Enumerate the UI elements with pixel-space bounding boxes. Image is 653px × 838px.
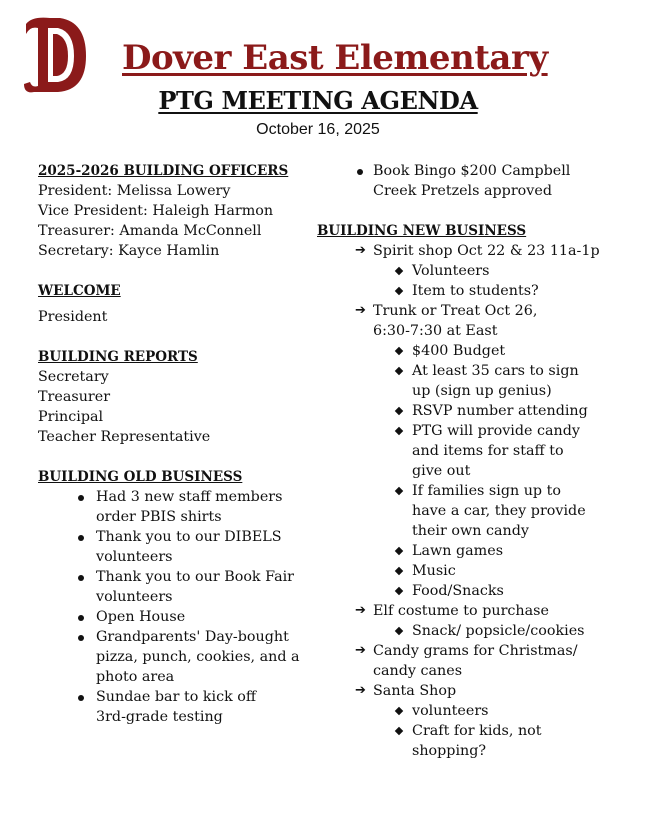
report-line: Secretary	[38, 369, 109, 385]
list-item: Music	[317, 561, 617, 581]
officer-line: President: Melissa Lowery	[38, 183, 231, 199]
list-item: Food/Snacks	[317, 581, 617, 601]
list-item: Grandparents' Day-bought pizza, punch, cookies, and a photo area	[38, 627, 300, 687]
list-item: At least 35 cars to sign up (sign up genius)	[317, 361, 617, 401]
arrow-icon: ➔	[355, 643, 366, 658]
diamond-bullet-icon	[395, 587, 403, 595]
diamond-bullet-icon	[395, 347, 403, 355]
list-item: ➔ Elf costume to purchase	[355, 603, 549, 619]
reports-heading: BUILDING REPORTS	[38, 349, 198, 365]
diamond-bullet-icon	[395, 487, 403, 495]
list-item: If families sign up to have a car, they provide their own candy	[317, 481, 617, 541]
report-line: Treasurer	[38, 389, 111, 405]
new-business-heading: BUILDING NEW BUSINESS	[317, 223, 527, 239]
list-item: Had 3 new staff members order PBIS shirts	[38, 487, 300, 527]
sub-list	[317, 621, 617, 641]
diamond-bullet-icon	[395, 627, 403, 635]
list-item: Sundae bar to kick off 3rd-grade testing	[38, 687, 300, 727]
old-business-list	[38, 487, 300, 727]
right-column	[317, 161, 617, 761]
old-business-heading: BUILDING OLD BUSINESS	[38, 469, 243, 485]
report-line: Principal	[38, 409, 104, 425]
diamond-bullet-icon	[395, 267, 403, 275]
officer-line: Secretary: Kayce Hamlin	[38, 243, 220, 259]
diamond-bullet-icon	[395, 567, 403, 575]
diamond-bullet-icon	[395, 707, 403, 715]
diamond-bullet-icon	[395, 367, 403, 375]
sub-list	[317, 341, 617, 601]
list-item: Snack/ popsicle/cookies	[317, 621, 617, 641]
arrow-icon: ➔	[355, 243, 366, 258]
list-item: Book Bingo $200 Campbell Creek Pretzels approved	[317, 161, 617, 201]
meeting-date: October 16, 2025	[256, 121, 380, 138]
arrow-icon: ➔	[355, 303, 366, 318]
arrow-icon: ➔	[355, 603, 366, 618]
list-item: Lawn games	[317, 541, 617, 561]
list-item: Craft for kids, not shopping?	[317, 721, 617, 761]
diamond-bullet-icon	[395, 407, 403, 415]
list-item: RSVP number attending	[317, 401, 617, 421]
list-item: ➔ Spirit shop Oct 22 & 23 11a-1p	[355, 243, 600, 259]
left-column	[38, 161, 300, 727]
list-item: ➔ Santa Shop	[355, 683, 457, 699]
diamond-bullet-icon	[395, 727, 403, 735]
list-item: PTG will provide candy and items for staff to give out	[317, 421, 617, 481]
list-item: Thank you to our DIBELS volunteers	[38, 527, 300, 567]
list-item: $400 Budget	[317, 341, 617, 361]
list-item: Volunteers	[317, 261, 617, 281]
sub-list	[317, 261, 617, 301]
school-name: Dover East Elementary	[122, 38, 548, 78]
welcome-line: President	[38, 309, 108, 325]
list-item: Thank you to our Book Fair volunteers	[38, 567, 300, 607]
diamond-bullet-icon	[395, 287, 403, 295]
officers-heading: 2025-2026 BUILDING OFFICERS	[38, 163, 289, 179]
diamond-bullet-icon	[395, 427, 403, 435]
report-line: Teacher Representative	[38, 429, 211, 445]
welcome-heading: WELCOME	[38, 283, 121, 299]
arrow-icon: ➔	[355, 683, 366, 698]
officer-line: Treasurer: Amanda McConnell	[38, 223, 262, 239]
list-item: Open House	[38, 607, 300, 627]
agenda-title: PTG MEETING AGENDA	[158, 86, 478, 115]
list-item: ➔ Trunk or Treat Oct 26, 6:30-7:30 at East	[355, 303, 538, 339]
list-item: ➔ Candy grams for Christmas/ candy canes	[355, 643, 578, 679]
list-item: Item to students?	[317, 281, 617, 301]
list-item: volunteers	[317, 701, 617, 721]
school-logo	[20, 14, 90, 96]
diamond-bullet-icon	[395, 547, 403, 555]
sub-list	[317, 701, 617, 761]
continued-list	[317, 161, 617, 201]
officer-line: Vice President: Haleigh Harmon	[38, 203, 274, 219]
